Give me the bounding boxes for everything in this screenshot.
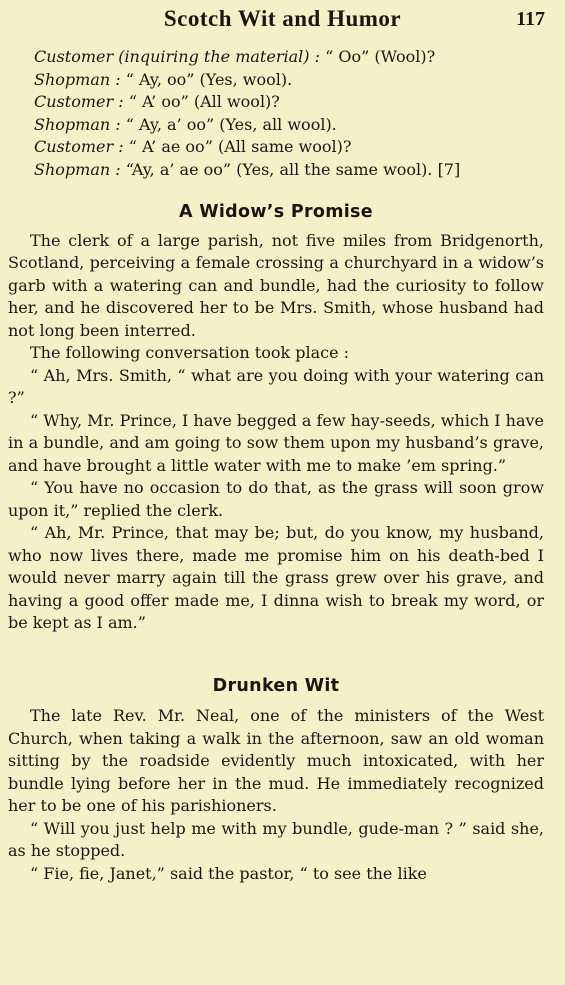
dialogue-text: “ A’ ae oo” (All same wool)? [128, 137, 352, 156]
paragraph: The following conversation took place : [30, 343, 350, 362]
paragraph: The clerk of a large parish, not five miles from Bridgenorth, Scotland, perceiving a female crossing a churchyard in a widow’s garb with a watering can and bundle, had the curiosity to follow her, and he discovered her to be Mrs. Smith, whose husband had not long been interred. [8, 230, 544, 340]
speaker: Customer : [34, 92, 124, 111]
dialogue-line [8, 91, 544, 114]
speaker: Shopman : [34, 159, 121, 179]
paragraph: “ Will you just help me with my bundle, gude-man ? ” said she, as he stopped. [8, 818, 544, 860]
paragraph: “ Ah, Mr. Prince, that may be; but, do you know, my husband, who now lives there, made me promise him on his death-bed I would never marry again till the grass grew over his grave, and having a good offer made me, I dinna wish to break my word, or be kept as I am.” [8, 523, 544, 632]
dialogue-text: “ Oo” (Wool)? [325, 47, 436, 66]
page-header [0, 4, 565, 38]
speaker: Shopman : [34, 69, 121, 89]
paragraph: “ You have no occasion to do that, as the grass will soon grow upon it,” replied the clerk. [8, 478, 544, 520]
paragraph: “ Fie, fie, Janet,” said the pastor, “ to see the like [30, 863, 427, 883]
story-body [8, 230, 544, 635]
speaker: Customer : [34, 137, 124, 156]
dialogue-text: “ Ay, oo” (Yes, wool). [125, 69, 293, 89]
page-content [8, 46, 544, 885]
speaker: Customer (inquiring the material) : [34, 47, 320, 66]
dialogue-line [8, 136, 544, 159]
story-title: A Widow’s Promise [179, 202, 373, 222]
dialogue-line [8, 114, 544, 137]
dialogue-text: “ Ay, a’ oo” (Yes, all wool). [125, 114, 337, 134]
dialogue-text: “Ay, a’ ae oo” (Yes, all the same wool). [7] [125, 159, 461, 179]
paragraph: The late Rev. Mr. Neal, one of the ministers of the West Church, when taking a walk in the afternoon, saw an old woman sitting by the roadside evidently much intoxicated, with her bundle lying before her in the mud. He immediately recognized her to be one of his parishioners. [8, 706, 544, 815]
shop-dialogue [8, 46, 544, 181]
running-title: Scotch Wit and Humor [163, 6, 402, 31]
dialogue-line [8, 46, 544, 69]
paragraph: “ Why, Mr. Prince, I have begged a few hay-seeds, which I have in a bundle, and am going to sow them upon my husband’s grave, and have brought a little water with me to make ’em spring.” [8, 410, 544, 475]
paragraph: “ Ah, Mrs. Smith, “ what are you doing with your watering can ?” [8, 365, 544, 407]
story-body [8, 705, 544, 885]
dialogue-line [8, 159, 544, 182]
dialogue-text: “ A’ oo” (All wool)? [128, 92, 280, 111]
page-number: 117 [516, 8, 545, 30]
speaker: Shopman : [34, 114, 121, 134]
dialogue-line [8, 69, 544, 92]
story-title: Drunken Wit [212, 675, 340, 696]
